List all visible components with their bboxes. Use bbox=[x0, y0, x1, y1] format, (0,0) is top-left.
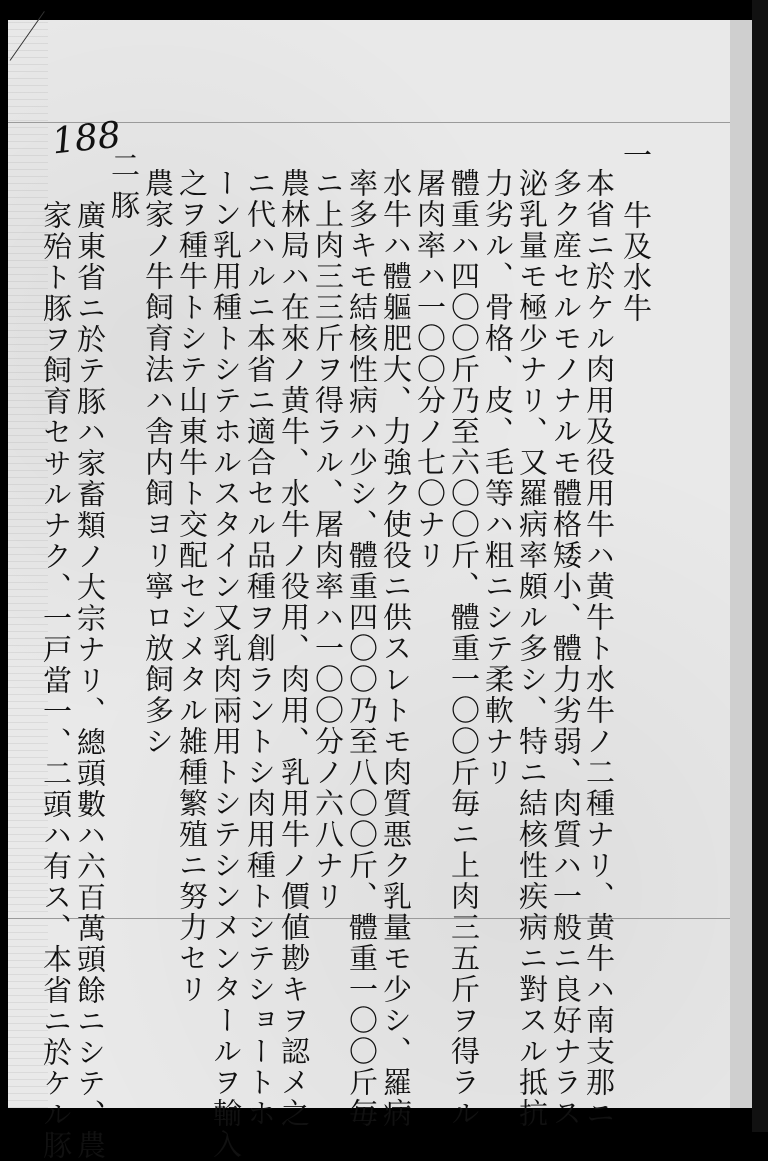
section1-line-8: 率多キモ結核性病ハ少シ、體重四〇〇乃至八〇〇斤、體重一〇〇斤毎 bbox=[345, 168, 379, 1129]
section1-heading-number: 一 bbox=[619, 140, 653, 171]
section1-line-12: ーン乳用種トシテホルスタイン又乳肉兩用トシテシンメンタールヲ輸入 bbox=[209, 168, 243, 1160]
section1-line-3: 泌乳量モ極少ナリ、又羅病率頗ル多シ、特ニ結核性疾病ニ對スル抵抗 bbox=[515, 168, 549, 1129]
section1-line-7: 水牛ハ體軀肥大、力強ク使役ニ供スレトモ肉質悪ク乳量モ少シ、羅病 bbox=[379, 168, 413, 1129]
section1-line-14: 農家ノ牛飼育法ハ舎内飼ヨリ寧ロ放飼多シ bbox=[141, 168, 175, 757]
section1-line-4: 力劣ル、骨格、皮、毛等ハ粗ニシテ柔軟ナリ bbox=[481, 168, 515, 788]
section1-heading-title: 牛及水牛 bbox=[619, 200, 653, 324]
scan-edge bbox=[752, 0, 768, 1132]
page-fold-strip bbox=[730, 20, 752, 1108]
section2-line-1: 廣東省ニ於テ豚ハ家畜類ノ大宗ナリ、總頭數ハ六百萬頭餘ニシテ、農 bbox=[73, 200, 107, 1161]
section1-line-10: 農林局ハ在來ノ黄牛、水牛ノ役用、肉用、乳用牛ノ價値尠キヲ認メ之 bbox=[277, 168, 311, 1129]
section1-line-1: 本省ニ於ケル肉用及役用牛ハ黄牛ト水牛ノ二種ナリ、黄牛ハ南支那ニ bbox=[582, 168, 616, 1129]
section1-line-6: 屠肉率ハ一〇〇分ノ七〇ナリ bbox=[413, 168, 447, 571]
section2-heading-title: 豚 bbox=[107, 190, 141, 221]
section1-line-13: 之ヲ種牛トシテ山東牛ト交配セシメタル雑種繁殖ニ努力セリ bbox=[175, 168, 209, 1005]
section1-line-9: ニ上肉三三斤ヲ得ラル、屠肉率ハ一〇〇分ノ六八ナリ bbox=[311, 168, 345, 912]
section2-line-2: 家殆ト豚ヲ飼育セサルナク、一戸當一、二頭ハ有ス、本省ニ於ケル豚 bbox=[39, 200, 73, 1161]
section1-line-5: 體重ハ四〇〇斤乃至六〇〇斤、體重一〇〇斤毎ニ上肉三五斤ヲ得ラル bbox=[447, 168, 481, 1129]
section2-heading-number: 二 bbox=[107, 150, 141, 181]
page-number: 188 bbox=[50, 114, 123, 163]
section1-line-2: 多ク産セルモノナルモ體格矮小、體力劣弱、肉質ハ一般ニ良好ナラス bbox=[549, 168, 583, 1129]
section1-line-11: ニ代ハルニ本省ニ適合セル品種ヲ創ラントシ肉用種トシテショートホ bbox=[243, 168, 277, 1129]
